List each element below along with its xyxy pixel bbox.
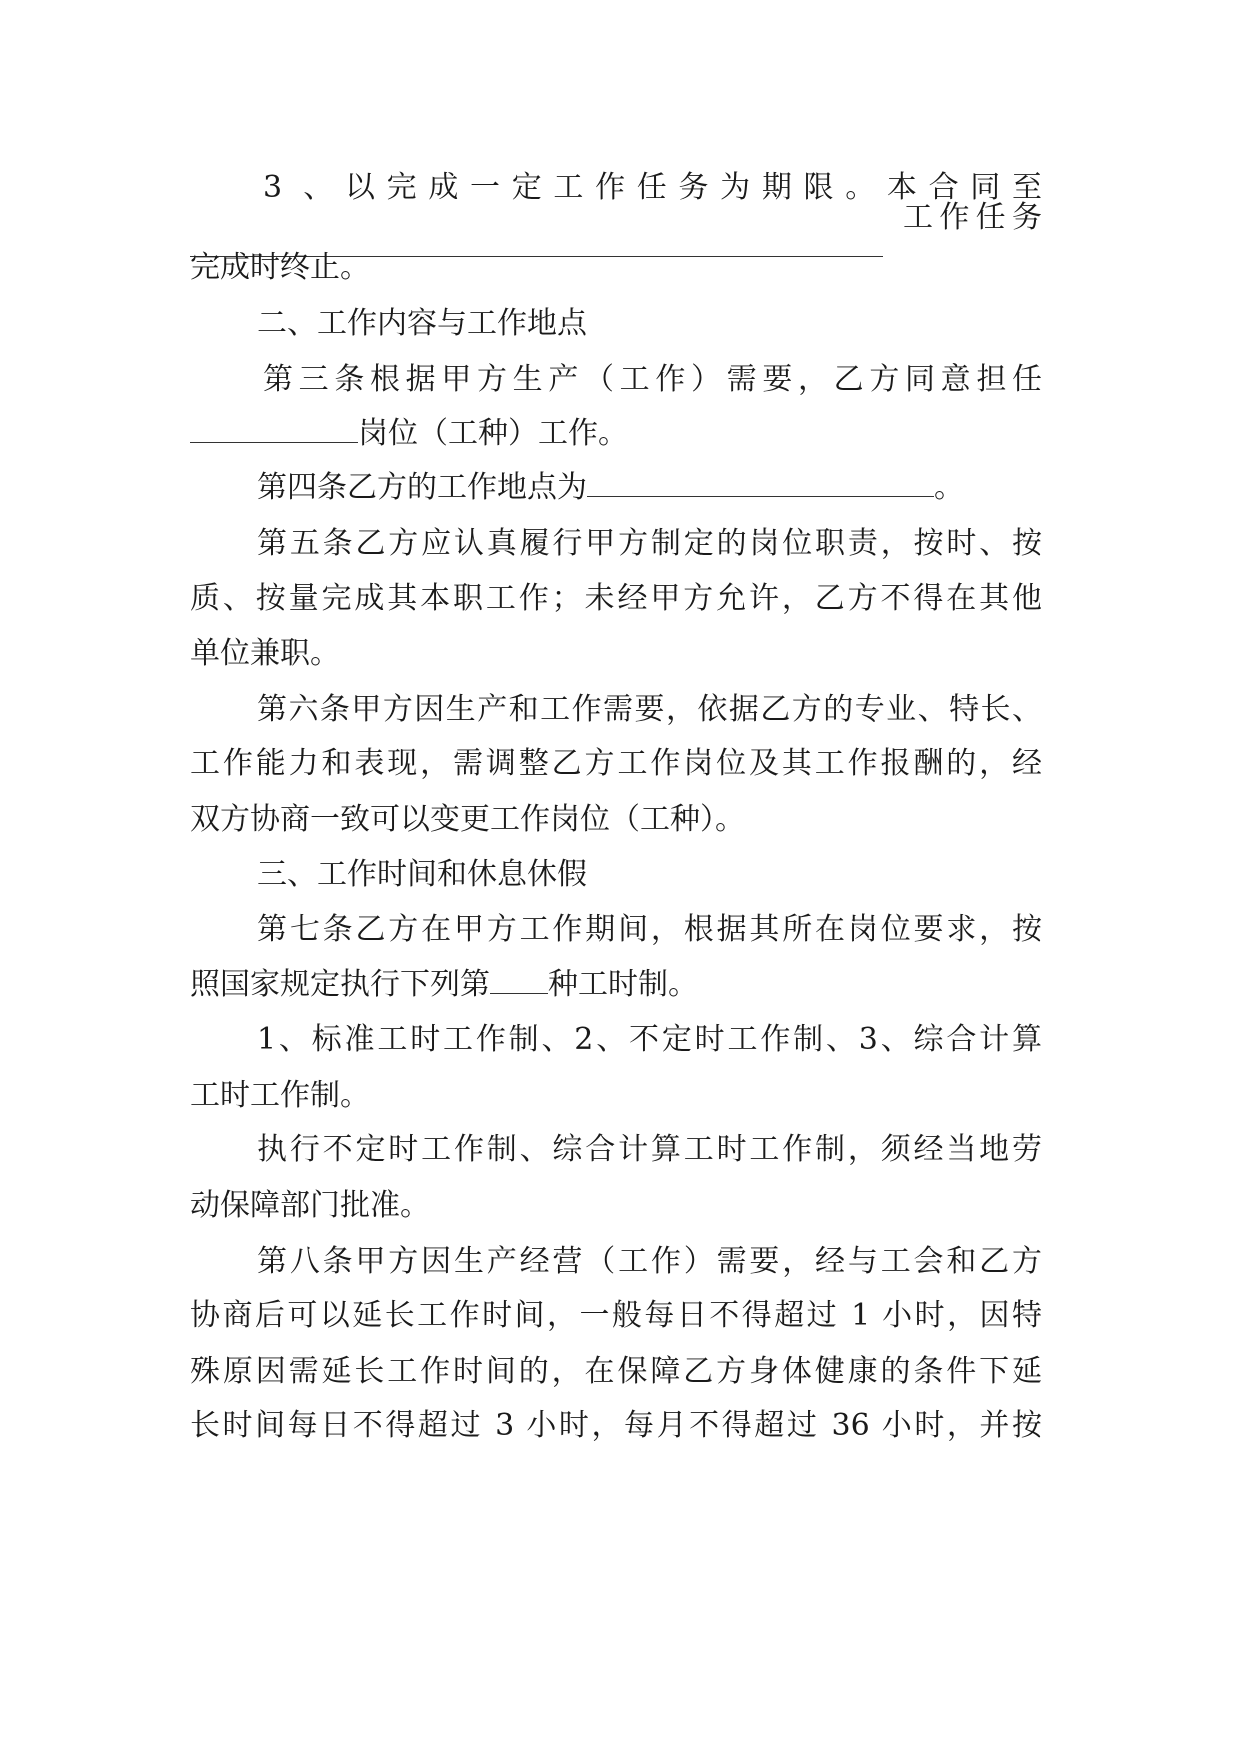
paragraph-text: 第四条乙方的工作地点为 bbox=[257, 470, 587, 505]
paragraph-text: 照国家规定执行下列第 bbox=[190, 967, 490, 1002]
paragraph-line: 殊原因需延长工作时间的，在保障乙方身体健康的条件下延 bbox=[190, 1354, 1042, 1389]
fill-in-blank bbox=[587, 470, 934, 497]
paragraph-line: 第六条甲方因生产和工作需要，依据乙方的专业、特长、 bbox=[257, 692, 1042, 727]
paragraph-line bbox=[190, 412, 1042, 456]
section-heading: 三、工作时间和休息休假 bbox=[257, 857, 587, 892]
paragraph-line: 第八条甲方因生产经营（工作）需要，经与工会和乙方 bbox=[257, 1244, 1042, 1279]
paragraph-line: 1、标准工时工作制、2、不定时工作制、3、综合计算 bbox=[257, 1022, 1042, 1057]
paragraph-line: 工作任务 bbox=[903, 200, 1042, 235]
paragraph-line: 执行不定时工作制、综合计算工时工作制，须经当地劳 bbox=[257, 1132, 1042, 1167]
paragraph-line: 单位兼职。 bbox=[190, 636, 340, 671]
paragraph-line: 第七条乙方在甲方工作期间，根据其所在岗位要求，按 bbox=[257, 912, 1042, 947]
paragraph-line: 动保障部门批准。 bbox=[190, 1188, 430, 1223]
paragraph-line: 工作能力和表现，需调整乙方工作岗位及其工作报酬的，经 bbox=[190, 746, 1042, 781]
paragraph-line: 长时间每日不得超过 3 小时，每月不得超过 36 小时，并按 bbox=[190, 1408, 1042, 1443]
paragraph-line: 第三条根据甲方生产（工作）需要，乙方同意担任 bbox=[263, 362, 1042, 397]
paragraph-line: 工时工作制。 bbox=[190, 1078, 370, 1113]
paragraph-line: 双方协商一致可以变更工作岗位（工种）。 bbox=[190, 802, 745, 837]
paragraph-text: 。 bbox=[934, 470, 964, 505]
paragraph-line: 质、按量完成其本职工作；未经甲方允许，乙方不得在其他 bbox=[190, 581, 1042, 616]
section-heading: 二、工作内容与工作地点 bbox=[257, 306, 587, 341]
paragraph-line bbox=[190, 963, 1042, 1007]
paragraph-line: 协商后可以延长工作时间，一般每日不得超过 1 小时，因特 bbox=[190, 1298, 1042, 1333]
fill-in-blank bbox=[490, 967, 548, 994]
paragraph-text: 种工时制。 bbox=[548, 967, 698, 1002]
paragraph-line: 第五条乙方应认真履行甲方制定的岗位职责，按时、按 bbox=[257, 526, 1042, 561]
paragraph-line: 完成时终止。 bbox=[190, 250, 370, 285]
fill-in-blank bbox=[190, 416, 358, 443]
paragraph-text: 岗位（工种）工作。 bbox=[358, 416, 628, 451]
paragraph-line bbox=[257, 466, 1042, 510]
paragraph-line: 3 、以完成一定工作任务为期限。本合同至 bbox=[263, 170, 1042, 205]
